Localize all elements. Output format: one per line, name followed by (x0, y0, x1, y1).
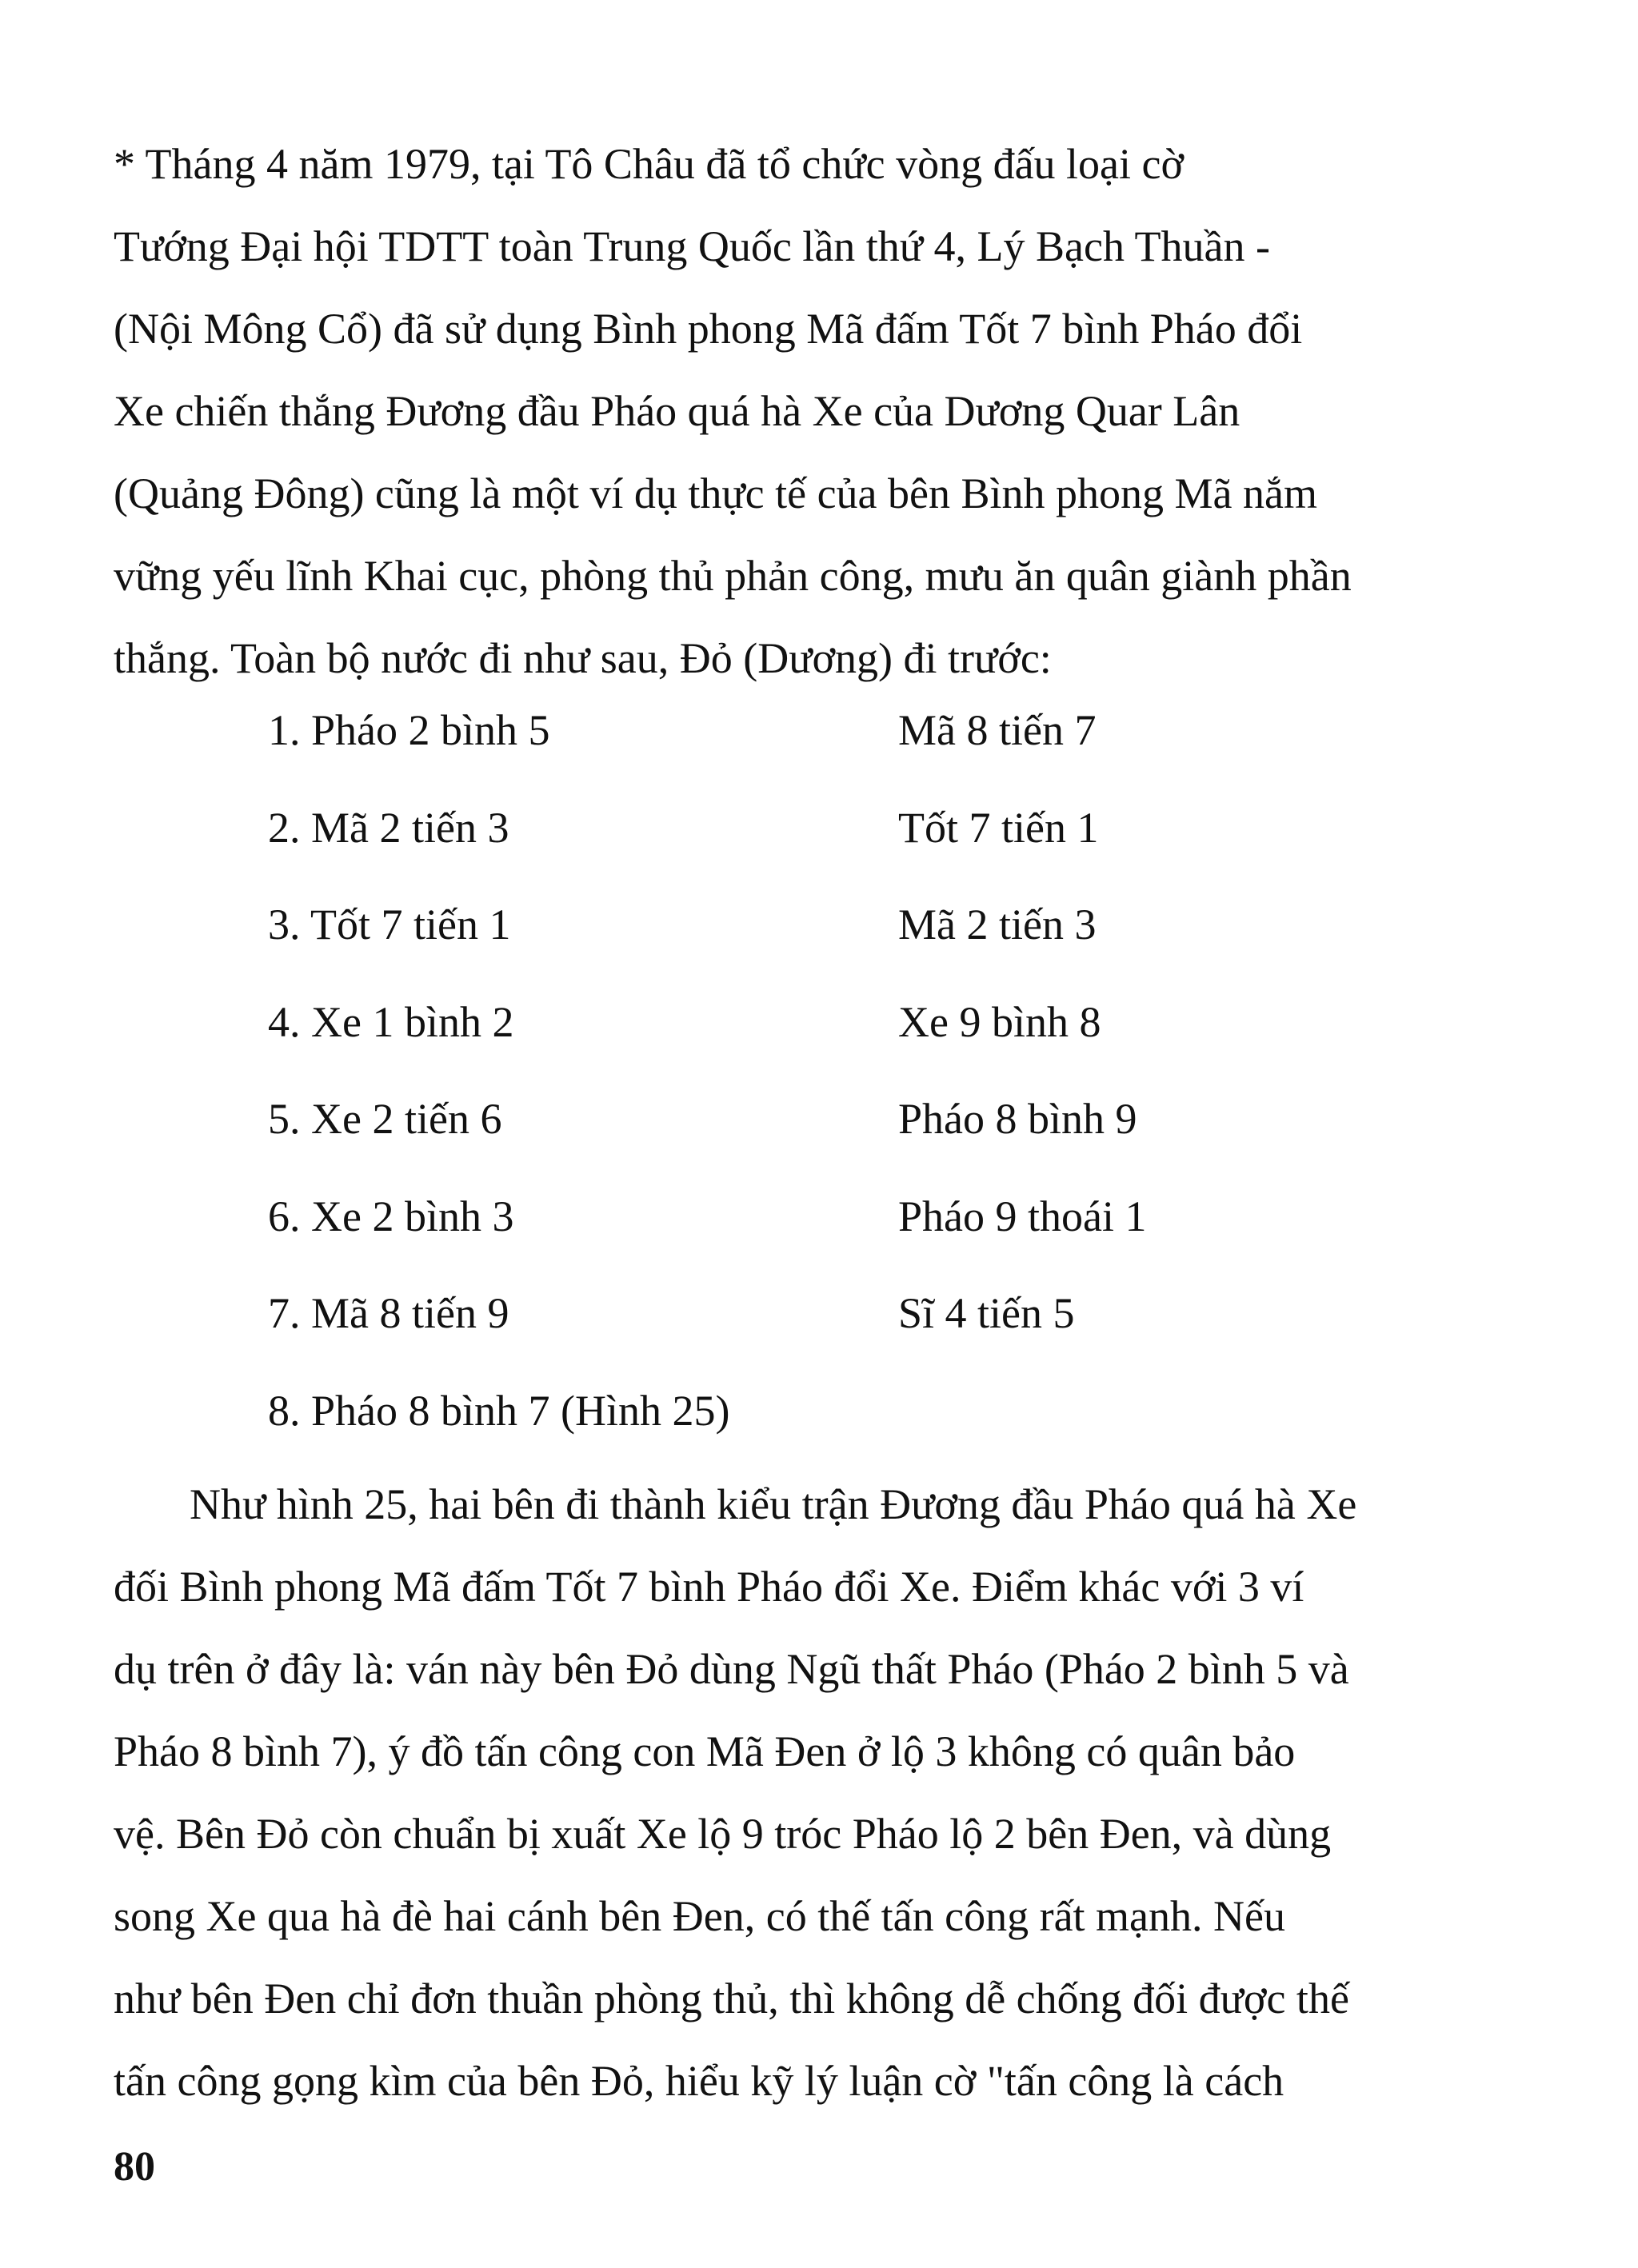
text-line: * Tháng 4 năm 1979, tại Tô Châu đã tổ chức vòng đấu loại cờ (114, 140, 1185, 188)
red-move: 5. Xe 2 tiến 6 (268, 1095, 502, 1143)
move-row (268, 792, 1388, 889)
black-move: Mã 8 tiến 7 (898, 706, 1097, 754)
text-line: vững yếu lĩnh Khai cục, phòng thủ phản công, mưu ăn quân giành phần (114, 552, 1352, 600)
page-number: 80 (114, 2144, 155, 2190)
black-move: Sĩ 4 tiến 5 (898, 1289, 1075, 1337)
move-row (268, 1180, 1388, 1278)
text-line: Pháo 8 bình 7), ý đồ tấn công con Mã Đen ở lộ 3 không có quân bảo (114, 1727, 1296, 1775)
black-move: Xe 9 bình 8 (898, 997, 1101, 1046)
black-move: Tốt 7 tiến 1 (898, 803, 1099, 852)
text-line: Như hình 25, hai bên đi thành kiểu trận Đương đầu Pháo quá hà Xe (190, 1480, 1357, 1528)
text-line: tấn công gọng kìm của bên Đỏ, hiểu kỹ lý luận cờ "tấn công là cách (114, 2057, 1284, 2105)
text-line: (Nội Mông Cổ) đã sử dụng Bình phong Mã đấm Tốt 7 bình Pháo đổi (114, 305, 1303, 353)
red-move: 3. Tốt 7 tiến 1 (268, 900, 511, 948)
move-row (268, 1277, 1388, 1375)
text-line: song Xe qua hà đè hai cánh bên Đen, có thế tấn công rất mạnh. Nếu (114, 1892, 1285, 1940)
text-line: như bên Đen chỉ đơn thuần phòng thủ, thì không dễ chống đối được thế (114, 1975, 1349, 2022)
black-move: Pháo 9 thoái 1 (898, 1192, 1147, 1240)
move-row (268, 888, 1388, 986)
text-line: Xe chiến thắng Đương đầu Pháo quá hà Xe của Dương Quar Lân (114, 387, 1240, 435)
move-row (268, 694, 1388, 792)
black-move: Mã 2 tiến 3 (898, 900, 1097, 948)
move-row (268, 1375, 1388, 1472)
red-move: 6. Xe 2 bình 3 (268, 1192, 514, 1240)
red-move: 2. Mã 2 tiến 3 (268, 803, 509, 852)
move-list (268, 694, 1388, 1471)
text-line: dụ trên ở đây là: ván này bên Đỏ dùng Ngũ thất Pháo (Pháo 2 bình 5 và (114, 1645, 1349, 1693)
move-row (268, 1083, 1388, 1180)
text-line: đối Bình phong Mã đấm Tốt 7 bình Pháo đổi Xe. Điểm khác với 3 ví (114, 1563, 1304, 1611)
black-move: Pháo 8 bình 9 (898, 1095, 1137, 1143)
text-line: (Quảng Đông) cũng là một ví dụ thực tế của bên Bình phong Mã nắm (114, 469, 1317, 517)
text-line: thắng. Toàn bộ nước đi như sau, Đỏ (Dương) đi trước: (114, 634, 1052, 682)
text-line: Tướng Đại hội TDTT toàn Trung Quốc lần thứ 4, Lý Bạch Thuần - (114, 222, 1270, 270)
paragraph-intro (114, 123, 1545, 700)
red-move: 4. Xe 1 bình 2 (268, 997, 514, 1046)
paragraph-analysis (114, 1463, 1545, 2122)
move-row (268, 986, 1388, 1084)
red-move: 8. Pháo 8 bình 7 (Hình 25) (268, 1386, 730, 1435)
red-move: 1. Pháo 2 bình 5 (268, 706, 550, 754)
text-line: vệ. Bên Đỏ còn chuẩn bị xuất Xe lộ 9 tróc Pháo lộ 2 bên Đen, và dùng (114, 1810, 1332, 1858)
red-move: 7. Mã 8 tiến 9 (268, 1289, 509, 1337)
